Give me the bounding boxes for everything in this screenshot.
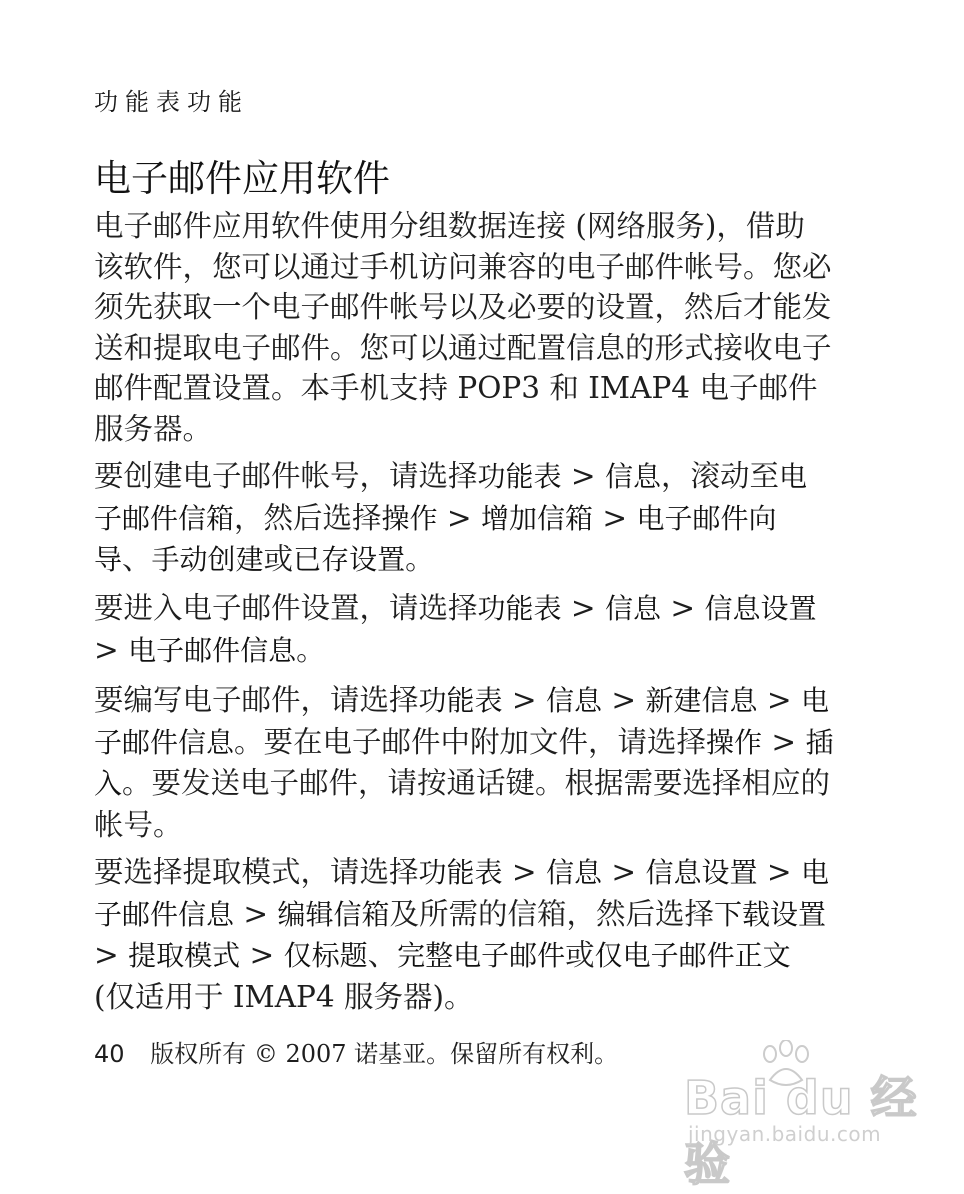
text-run: 电子邮件应用软件使用分组数据连接 (网络服务)，借助该软件，您可以通过手机访问兼容的电子邮件帐号。您必须先获取一个电子邮件帐号以及必要的设置，然后才能发送和提取电子邮件。您可以通过配置信息的形式接收电子邮件配置设置。本手机支持 POP3 和 IMAP4 电子邮件服务器。 (94, 209, 832, 446)
text-run: 要创建电子邮件帐号，请选择 (94, 459, 478, 493)
text-run: > (94, 938, 129, 972)
menu-term: 下载设置 (714, 897, 827, 931)
text-run: 、 (367, 938, 398, 972)
menu-term: 仅标题 (283, 939, 368, 972)
copyright-notice: 版权所有 © 2007 诺基亚。保留所有权利。 (150, 1040, 619, 1068)
menu-term: 操作 (381, 501, 438, 535)
baidu-watermark (684, 1040, 924, 1191)
menu-term: 电子邮件信息 (94, 856, 830, 931)
text-run: (仅适用于 IMAP4 服务器)。 (94, 979, 474, 1014)
menu-term: 电子邮件信箱 (94, 460, 808, 535)
text-run: > (240, 938, 284, 972)
text-run: > (502, 855, 547, 889)
text-run: 要编写电子邮件，请选择 (94, 683, 419, 717)
text-run: ，滚动至 (661, 459, 780, 493)
text-run: 及所需的信箱，然后选择 (389, 896, 715, 931)
text-run: 或 (565, 938, 595, 972)
menu-term: 编辑信箱 (277, 897, 390, 931)
menu-term: 功能表 (477, 460, 562, 493)
page-number: 40 (94, 1040, 125, 1068)
text-run: > (661, 591, 705, 625)
menu-term: 功能表 (477, 592, 562, 625)
text-run: > (762, 724, 806, 759)
text-run: > (502, 683, 547, 717)
text-run: 。要在电子邮件中附加文件，请选择 (234, 724, 707, 759)
menu-term: 信息设置 (704, 592, 817, 625)
text-run: 要进入电子邮件设置，请选择 (94, 591, 478, 625)
page-footer (94, 1034, 618, 1069)
text-run: > (561, 459, 606, 493)
menu-term: 仅电子邮件正文 (594, 939, 791, 972)
menu-term: 信息 (605, 592, 662, 625)
menu-term: 信息设置 (645, 856, 758, 889)
paragraph-intro (94, 206, 834, 449)
text-run: 。 (296, 632, 326, 667)
menu-term: 电子邮件向导 (94, 501, 777, 576)
paragraph-compose-email (94, 680, 834, 845)
menu-term: 操作 (706, 725, 763, 759)
text-run: > (757, 683, 802, 717)
paragraph-retrieve-mode (94, 852, 834, 1017)
menu-term: 电子邮件信息 (128, 633, 297, 667)
menu-term: 信息 (546, 856, 603, 889)
watermark-logo: Bai du 经验 (684, 1071, 918, 1191)
menu-term: 插入 (94, 725, 834, 800)
menu-term: 电子邮件信息 (94, 684, 830, 759)
text-run: > (94, 632, 129, 667)
menu-term: 提取模式 (128, 939, 241, 972)
menu-term: 信息 (605, 460, 662, 493)
text-run: > (602, 855, 646, 889)
text-run: 要选择提取模式，请选择 (94, 855, 419, 889)
watermark-url: jingyan.baidu.com (688, 1122, 882, 1146)
text-run: 。要发送电子邮件，请按通话键。根据需要选择相应的帐号。 (94, 766, 831, 842)
menu-term: 手动创建 (151, 543, 264, 576)
section-title: 电子邮件应用软件 (94, 157, 390, 200)
text-run: > (602, 683, 646, 717)
running-header: 功能表功能 (94, 88, 249, 116)
text-run: 。 (405, 542, 435, 576)
text-run: 、 (122, 542, 152, 576)
text-run: > (437, 500, 482, 535)
menu-term: 完整电子邮件 (397, 939, 566, 972)
menu-term: 新建信息 (645, 684, 758, 717)
menu-term: 功能表 (418, 856, 503, 889)
paragraph-email-settings (94, 588, 834, 671)
menu-term: 增加信箱 (481, 501, 594, 535)
text-run: > (561, 591, 606, 625)
text-run: > (593, 500, 637, 535)
text-run: 或 (263, 542, 294, 576)
menu-term: 功能表 (418, 684, 503, 717)
text-run: > (234, 896, 278, 931)
text-run: > (757, 855, 802, 889)
paragraph-create-account (94, 456, 834, 581)
text-run: ，然后选择 (234, 500, 382, 535)
menu-term: 信息 (546, 684, 603, 717)
menu-term: 已存设置 (293, 543, 406, 576)
